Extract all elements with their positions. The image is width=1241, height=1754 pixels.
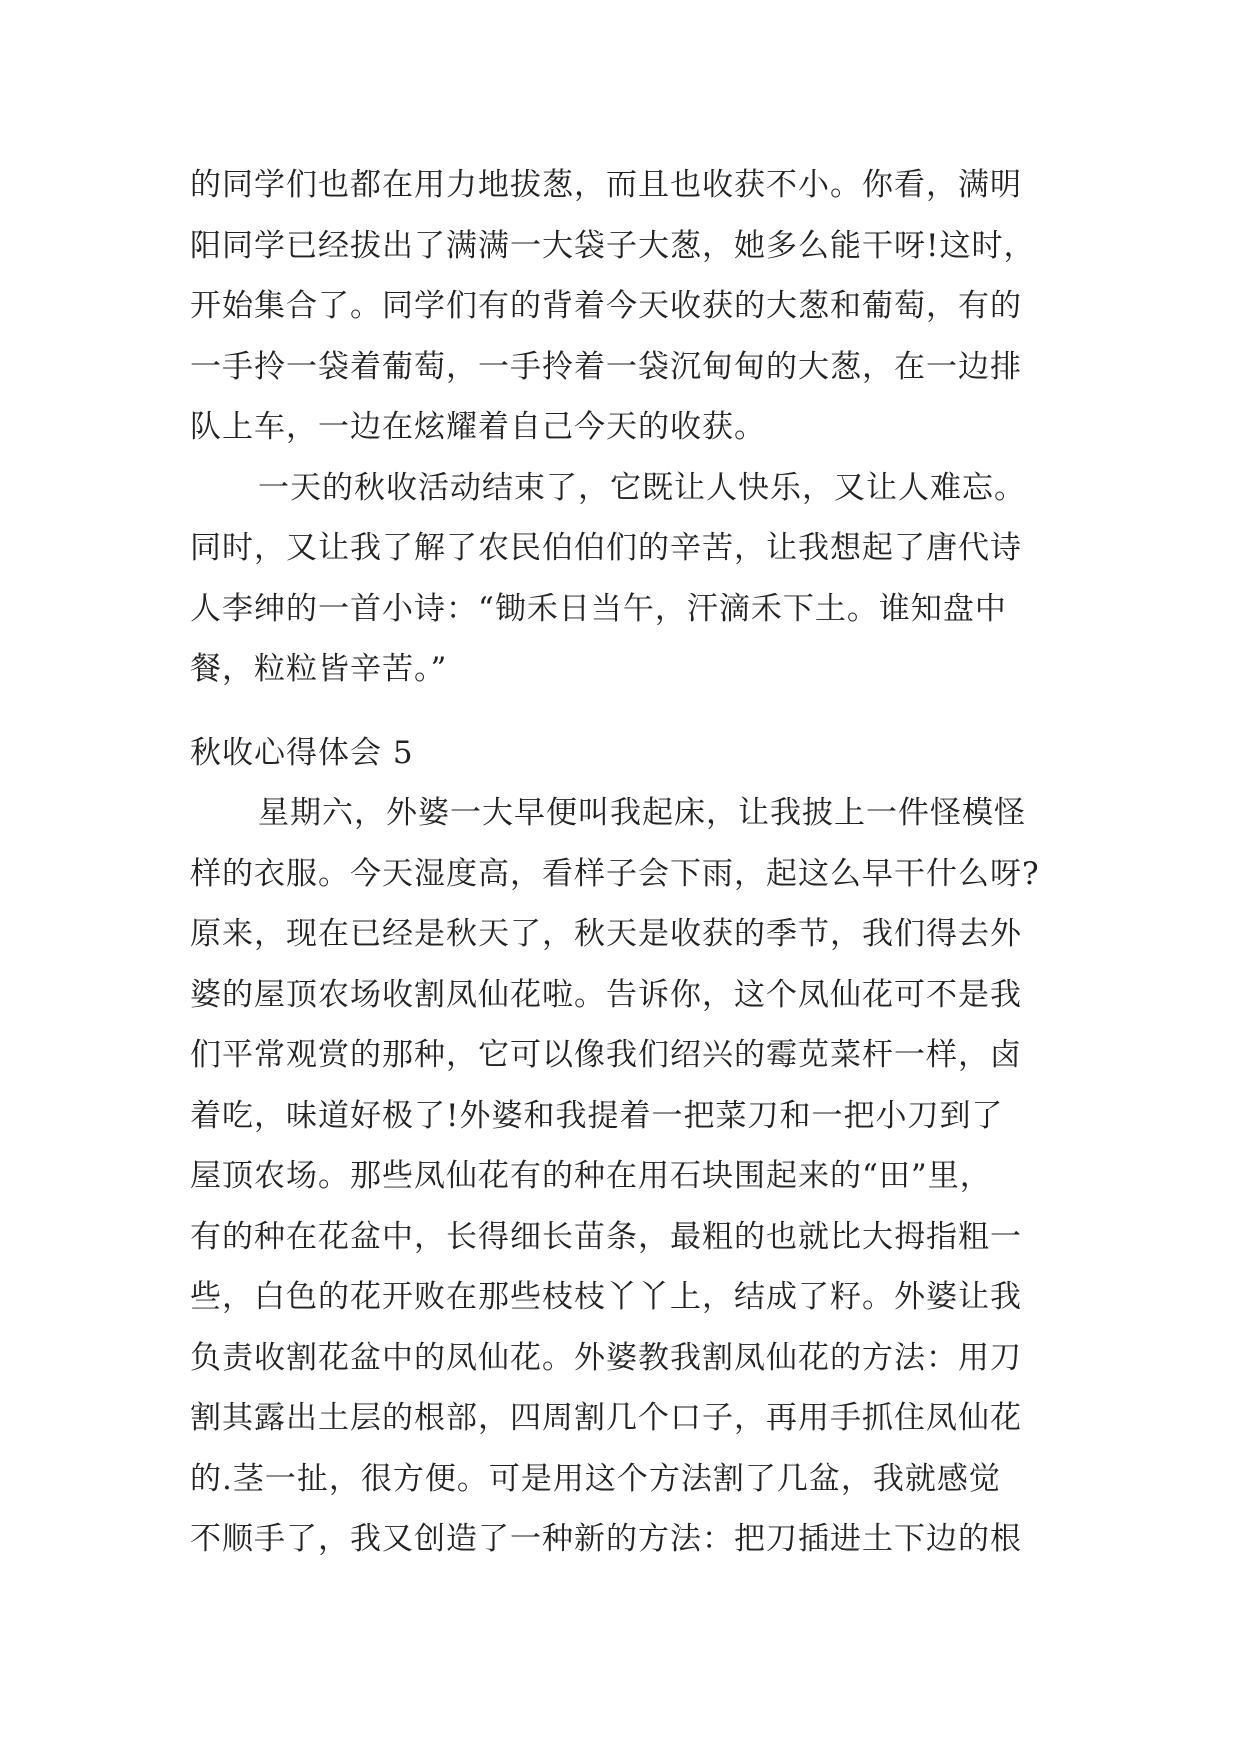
section-2-body — [190, 783, 1070, 1570]
paragraph-line: 们平常观赏的那种，它可以像我们绍兴的霉苋菜杆一样，卤 — [190, 1037, 1022, 1073]
paragraph-line: 一天的秋收活动结束了，它既让人快乐，又让人难忘。 — [258, 469, 1026, 506]
paragraph-line: 原来，现在已经是秋天了，秋天是收获的季节，我们得去外 — [190, 916, 1022, 952]
paragraph-line: 人李绅的一首小诗：“锄禾日当午，汗滴禾下土。谁知盘中 — [190, 590, 1007, 627]
paragraph-line: 负责收割花盆中的凤仙花。外婆教我割凤仙花的方法：用刀 — [190, 1339, 1022, 1376]
paragraph-line: 餐，粒粒皆辛苦。” — [190, 651, 448, 687]
paragraph-line: 的同学们也都在用力地拔葱，而且也收获不小。你看，满明 — [190, 167, 1022, 203]
paragraph-line: 星期六，外婆一大早便叫我起床，让我披上一件怪模怪 — [258, 795, 1026, 831]
paragraph-line: 有的种在花盆中，长得细长苗条，最粗的也就比大拇指粗一 — [190, 1218, 1022, 1255]
paragraph-line: 同时，又让我了解了农民伯伯们的辛苦，让我想起了唐代诗 — [190, 530, 1022, 566]
section-heading: 秋收心得体会 5 — [190, 735, 414, 771]
paragraph-line: 着吃，味道好极了!外婆和我提着一把菜刀和一把小刀到了 — [190, 1097, 1004, 1134]
paragraph-line: 不顺手了，我又创造了一种新的方法：把刀插进土下边的根 — [190, 1521, 1022, 1557]
paragraph-line: 队上车，一边在炫耀着自己今天的收获。 — [190, 409, 766, 445]
paragraph-line: 一手拎一袋着葡萄，一手拎着一袋沉甸甸的大葱，在一边排 — [190, 348, 1022, 385]
paragraph-line: 婆的屋顶农场收割凤仙花啦。告诉你，这个凤仙花可不是我 — [190, 976, 1022, 1013]
paragraph-line: 开始集合了。同学们有的背着今天收获的大葱和葡萄，有的 — [190, 288, 1022, 324]
paragraph-line: 些，白色的花开败在那些枝枝丫丫上，结成了籽。外婆让我 — [190, 1279, 1022, 1315]
paragraph-line: 割其露出土层的根部，四周割几个口子，再用手抓住凤仙花 — [190, 1400, 1022, 1436]
section-1-body — [190, 155, 1070, 700]
paragraph-line: 的.茎一扯，很方便。可是用这个方法割了几盆，我就感觉 — [190, 1460, 1001, 1497]
paragraph-line: 阳同学已经拔出了满满一大袋子大葱，她多么能干呀!这时， — [190, 227, 1036, 264]
paragraph-line: 样的衣服。今天湿度高，看样子会下雨，起这么早干什么呀? — [190, 855, 1040, 892]
paragraph-line: 屋顶农场。那些凤仙花有的种在用石块围起来的“田”里， — [190, 1158, 992, 1194]
